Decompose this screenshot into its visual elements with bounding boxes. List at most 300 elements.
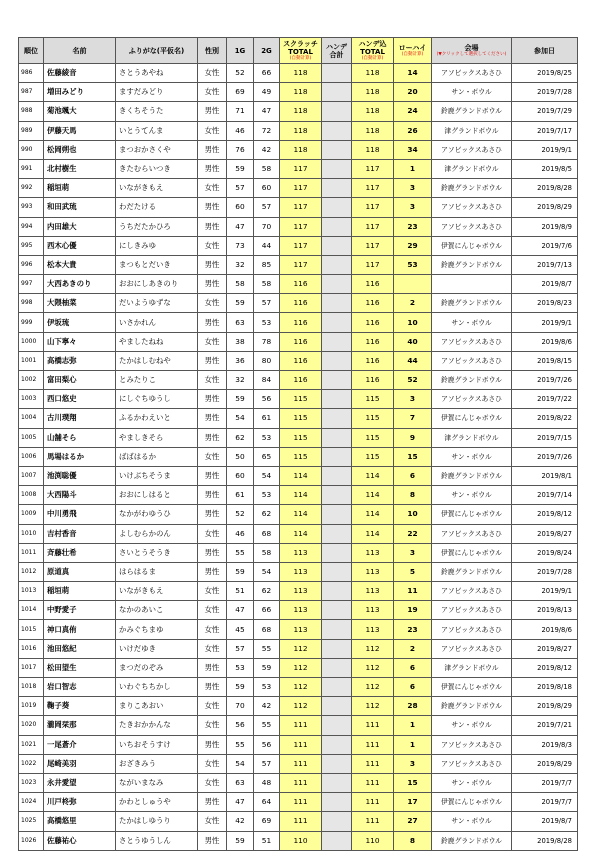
- venue-select[interactable]: 津グランドボウル: [432, 428, 512, 447]
- date-cell: 2019/8/12: [512, 505, 578, 524]
- kana-cell: ふるかわえいと: [116, 409, 198, 428]
- header-low-high: [394, 38, 432, 64]
- venue-select[interactable]: アソビックスあさひ: [432, 351, 512, 370]
- game1-cell: 42: [227, 812, 254, 831]
- kana-cell: にしぐちゆうし: [116, 390, 198, 409]
- name-cell: 松岡朔也: [44, 140, 116, 159]
- date-cell: 2019/8/7: [512, 812, 578, 831]
- scratch-total-cell: 112: [280, 678, 322, 697]
- table-row: [19, 658, 578, 677]
- table-row: [19, 390, 578, 409]
- table-row: [19, 716, 578, 735]
- venue-select[interactable]: サン・ボウル: [432, 486, 512, 505]
- handicap-cell: [322, 754, 352, 773]
- table-row: [19, 735, 578, 754]
- name-cell: 富田梨心: [44, 371, 116, 390]
- rank-cell: 1025: [19, 812, 44, 831]
- venue-select[interactable]: 伊賀にんじゃボウル: [432, 543, 512, 562]
- rank-cell: 995: [19, 236, 44, 255]
- scratch-total-cell: 117: [280, 198, 322, 217]
- venue-select[interactable]: アソビックスあさひ: [432, 140, 512, 159]
- date-cell: 2019/8/29: [512, 198, 578, 217]
- game2-cell: 56: [254, 390, 280, 409]
- header-scratch-line2: TOTAL: [288, 47, 313, 56]
- game2-cell: 55: [254, 639, 280, 658]
- venue-select[interactable]: アソビックスあさひ: [432, 524, 512, 543]
- rank-cell: 1024: [19, 793, 44, 812]
- game1-cell: 63: [227, 773, 254, 792]
- venue-select[interactable]: アソビックスあさひ: [432, 639, 512, 658]
- low-high-cell: 10: [394, 505, 432, 524]
- header-venue: [432, 38, 512, 64]
- table-row: [19, 562, 578, 581]
- low-high-cell: 3: [394, 179, 432, 198]
- low-high-cell: 24: [394, 102, 432, 121]
- date-cell: 2019/8/1: [512, 466, 578, 485]
- scratch-total-cell: 114: [280, 505, 322, 524]
- gender-cell: 女性: [198, 639, 227, 658]
- handicap-total-cell: 113: [352, 582, 394, 601]
- name-cell: 松本大貴: [44, 255, 116, 274]
- date-cell: 2019/7/14: [512, 486, 578, 505]
- gender-cell: 女性: [198, 236, 227, 255]
- game1-cell: 60: [227, 466, 254, 485]
- gender-cell: 男性: [198, 140, 227, 159]
- header-handitotal-note: (自動計算): [361, 55, 384, 61]
- kana-cell: いながきもえ: [116, 582, 198, 601]
- scratch-total-cell: 113: [280, 543, 322, 562]
- handicap-total-cell: 116: [352, 294, 394, 313]
- name-cell: 北村樹生: [44, 159, 116, 178]
- venue-select[interactable]: アソビックスあさひ: [432, 332, 512, 351]
- scratch-total-cell: 115: [280, 428, 322, 447]
- table-row: [19, 83, 578, 102]
- handicap-cell: [322, 294, 352, 313]
- venue-select[interactable]: サン・ボウル: [432, 313, 512, 332]
- venue-select[interactable]: 鈴鹿グランドボウル: [432, 294, 512, 313]
- low-high-cell: 23: [394, 217, 432, 236]
- scratch-total-cell: 116: [280, 275, 322, 294]
- name-cell: 岩口智志: [44, 678, 116, 697]
- handicap-cell: [322, 716, 352, 735]
- scratch-total-cell: 117: [280, 217, 322, 236]
- gender-cell: 男性: [198, 159, 227, 178]
- low-high-cell: 14: [394, 64, 432, 83]
- rank-cell: 1017: [19, 658, 44, 677]
- game1-cell: 60: [227, 198, 254, 217]
- date-cell: 2019/8/13: [512, 601, 578, 620]
- venue-select[interactable]: サン・ボウル: [432, 447, 512, 466]
- scratch-total-cell: 113: [280, 620, 322, 639]
- name-cell: 松田望生: [44, 658, 116, 677]
- rank-cell: 996: [19, 255, 44, 274]
- game2-cell: 66: [254, 601, 280, 620]
- venue-select[interactable]: 鈴鹿グランドボウル: [432, 831, 512, 850]
- kana-cell: いさかれん: [116, 313, 198, 332]
- table-row: [19, 793, 578, 812]
- kana-cell: まつもとだいき: [116, 255, 198, 274]
- scratch-total-cell: 116: [280, 371, 322, 390]
- kana-cell: うちだたかひろ: [116, 217, 198, 236]
- game2-cell: 59: [254, 658, 280, 677]
- name-cell: 鞠子葵: [44, 697, 116, 716]
- handicap-cell: [322, 620, 352, 639]
- scratch-total-cell: 116: [280, 351, 322, 370]
- results-table: [18, 37, 578, 851]
- game2-cell: 72: [254, 121, 280, 140]
- handicap-total-cell: 117: [352, 236, 394, 255]
- handicap-total-cell: 111: [352, 773, 394, 792]
- game1-cell: 61: [227, 486, 254, 505]
- venue-select[interactable]: 鈴鹿グランドボウル: [432, 562, 512, 581]
- venue-select[interactable]: 鈴鹿グランドボウル: [432, 466, 512, 485]
- venue-select[interactable]: 伊賀にんじゃボウル: [432, 236, 512, 255]
- venue-select[interactable]: サン・ボウル: [432, 716, 512, 735]
- table-row: [19, 697, 578, 716]
- handicap-cell: [322, 409, 352, 428]
- venue-select[interactable]: アソビックスあさひ: [432, 582, 512, 601]
- kana-cell: まつだのぞみ: [116, 658, 198, 677]
- table-row: [19, 409, 578, 428]
- handicap-cell: [322, 140, 352, 159]
- handicap-cell: [322, 562, 352, 581]
- scratch-total-cell: 118: [280, 121, 322, 140]
- game1-cell: 76: [227, 140, 254, 159]
- venue-select[interactable]: [432, 275, 512, 294]
- handicap-cell: [322, 179, 352, 198]
- game2-cell: 49: [254, 83, 280, 102]
- venue-select[interactable]: アソビックスあさひ: [432, 64, 512, 83]
- venue-select[interactable]: アソビックスあさひ: [432, 754, 512, 773]
- game1-cell: 54: [227, 409, 254, 428]
- name-cell: 西口悠史: [44, 390, 116, 409]
- handicap-total-cell: 112: [352, 678, 394, 697]
- venue-select[interactable]: サン・ボウル: [432, 83, 512, 102]
- rank-cell: 1013: [19, 582, 44, 601]
- handicap-cell: [322, 159, 352, 178]
- handicap-cell: [322, 217, 352, 236]
- low-high-cell: 34: [394, 140, 432, 159]
- scratch-total-cell: 118: [280, 102, 322, 121]
- game1-cell: 32: [227, 255, 254, 274]
- handicap-cell: [322, 812, 352, 831]
- venue-select[interactable]: アソビックスあさひ: [432, 601, 512, 620]
- gender-cell: 女性: [198, 620, 227, 639]
- handicap-total-cell: 112: [352, 697, 394, 716]
- handicap-cell: [322, 735, 352, 754]
- name-cell: 佐藤綾音: [44, 64, 116, 83]
- low-high-cell: 29: [394, 236, 432, 255]
- table-row: [19, 505, 578, 524]
- handicap-total-cell: 118: [352, 102, 394, 121]
- scratch-total-cell: 116: [280, 332, 322, 351]
- game2-cell: 47: [254, 102, 280, 121]
- rank-cell: 1010: [19, 524, 44, 543]
- handicap-total-cell: 114: [352, 524, 394, 543]
- handicap-total-cell: 116: [352, 313, 394, 332]
- low-high-cell: 2: [394, 294, 432, 313]
- date-cell: 2019/7/15: [512, 428, 578, 447]
- table-row: [19, 179, 578, 198]
- table-row: [19, 332, 578, 351]
- header-kana: ふりがな(平仮名): [116, 38, 198, 64]
- gender-cell: 女性: [198, 121, 227, 140]
- date-cell: 2019/8/25: [512, 64, 578, 83]
- venue-select[interactable]: 伊賀にんじゃボウル: [432, 505, 512, 524]
- game1-cell: 59: [227, 562, 254, 581]
- header-venue-note: (▼クリックして選択してください): [436, 51, 507, 57]
- rank-cell: 1015: [19, 620, 44, 639]
- name-cell: 稲垣萌: [44, 179, 116, 198]
- gender-cell: 女性: [198, 524, 227, 543]
- venue-select[interactable]: 鈴鹿グランドボウル: [432, 179, 512, 198]
- venue-select[interactable]: 鈴鹿グランドボウル: [432, 102, 512, 121]
- game2-cell: 60: [254, 179, 280, 198]
- handicap-cell: [322, 390, 352, 409]
- venue-select[interactable]: アソビックスあさひ: [432, 620, 512, 639]
- gender-cell: 男性: [198, 562, 227, 581]
- name-cell: 古川璞翔: [44, 409, 116, 428]
- venue-select[interactable]: 鈴鹿グランドボウル: [432, 697, 512, 716]
- date-cell: 2019/7/13: [512, 255, 578, 274]
- table-row: [19, 601, 578, 620]
- name-cell: 尾崎美羽: [44, 754, 116, 773]
- game2-cell: 51: [254, 831, 280, 850]
- date-cell: 2019/7/29: [512, 102, 578, 121]
- handicap-total-cell: 111: [352, 716, 394, 735]
- game2-cell: 58: [254, 543, 280, 562]
- name-cell: 池渕聡優: [44, 466, 116, 485]
- game1-cell: 58: [227, 275, 254, 294]
- venue-select[interactable]: アソビックスあさひ: [432, 198, 512, 217]
- game1-cell: 46: [227, 524, 254, 543]
- gender-cell: 女性: [198, 332, 227, 351]
- kana-cell: ますだみどり: [116, 83, 198, 102]
- date-cell: 2019/9/1: [512, 313, 578, 332]
- date-cell: 2019/8/28: [512, 831, 578, 850]
- handicap-total-cell: 115: [352, 447, 394, 466]
- gender-cell: 女性: [198, 601, 227, 620]
- handicap-total-cell: 118: [352, 64, 394, 83]
- gender-cell: 男性: [198, 351, 227, 370]
- date-cell: 2019/7/26: [512, 447, 578, 466]
- venue-select[interactable]: 鈴鹿グランドボウル: [432, 371, 512, 390]
- game1-cell: 47: [227, 601, 254, 620]
- header-lowhigh-note: (自動計算): [401, 51, 424, 57]
- header-date: 参加日: [512, 38, 578, 64]
- table-row: [19, 198, 578, 217]
- header-rank: 順位: [19, 38, 44, 64]
- date-cell: 2019/8/18: [512, 678, 578, 697]
- venue-select[interactable]: 伊賀にんじゃボウル: [432, 409, 512, 428]
- scratch-total-cell: 118: [280, 83, 322, 102]
- name-cell: 大西陽斗: [44, 486, 116, 505]
- game2-cell: 68: [254, 524, 280, 543]
- gender-cell: 女性: [198, 64, 227, 83]
- handicap-cell: [322, 102, 352, 121]
- table-row: [19, 466, 578, 485]
- handicap-total-cell: 115: [352, 428, 394, 447]
- game1-cell: 45: [227, 620, 254, 639]
- table-row: [19, 351, 578, 370]
- name-cell: 大隈柚菜: [44, 294, 116, 313]
- header-scratch-total: [280, 38, 322, 64]
- rank-cell: 986: [19, 64, 44, 83]
- game1-cell: 47: [227, 793, 254, 812]
- game1-cell: 47: [227, 217, 254, 236]
- game2-cell: 58: [254, 159, 280, 178]
- game2-cell: 57: [254, 294, 280, 313]
- low-high-cell: 3: [394, 390, 432, 409]
- handicap-total-cell: 116: [352, 351, 394, 370]
- date-cell: 2019/8/9: [512, 217, 578, 236]
- rank-cell: 1018: [19, 678, 44, 697]
- name-cell: 瀧岡栞那: [44, 716, 116, 735]
- scratch-total-cell: 116: [280, 294, 322, 313]
- handicap-total-cell: 116: [352, 275, 394, 294]
- gender-cell: 男性: [198, 658, 227, 677]
- kana-cell: いわぐちちかし: [116, 678, 198, 697]
- handicap-cell: [322, 371, 352, 390]
- game2-cell: 62: [254, 582, 280, 601]
- scratch-total-cell: 112: [280, 658, 322, 677]
- header-handitotal-line2: TOTAL: [360, 47, 385, 56]
- name-cell: 高橋志弥: [44, 351, 116, 370]
- handicap-cell: [322, 428, 352, 447]
- venue-select[interactable]: アソビックスあさひ: [432, 735, 512, 754]
- handicap-cell: [322, 313, 352, 332]
- handicap-total-cell: 117: [352, 217, 394, 236]
- handicap-cell: [322, 793, 352, 812]
- table-row: [19, 275, 578, 294]
- scratch-total-cell: 118: [280, 140, 322, 159]
- rank-cell: 999: [19, 313, 44, 332]
- date-cell: 2019/7/7: [512, 773, 578, 792]
- low-high-cell: 3: [394, 754, 432, 773]
- name-cell: 佐藤祐心: [44, 831, 116, 850]
- handicap-total-cell: 114: [352, 486, 394, 505]
- date-cell: 2019/7/6: [512, 236, 578, 255]
- game1-cell: 62: [227, 428, 254, 447]
- low-high-cell: 6: [394, 658, 432, 677]
- date-cell: 2019/8/7: [512, 275, 578, 294]
- name-cell: 菊池颯大: [44, 102, 116, 121]
- game1-cell: 52: [227, 64, 254, 83]
- date-cell: 2019/8/5: [512, 159, 578, 178]
- venue-select[interactable]: 津グランドボウル: [432, 658, 512, 677]
- game2-cell: 84: [254, 371, 280, 390]
- date-cell: 2019/8/29: [512, 754, 578, 773]
- date-cell: 2019/8/29: [512, 697, 578, 716]
- header-gender: 性別: [198, 38, 227, 64]
- kana-cell: ながいまなみ: [116, 773, 198, 792]
- handicap-total-cell: 117: [352, 179, 394, 198]
- venue-select[interactable]: サン・ボウル: [432, 812, 512, 831]
- game1-cell: 59: [227, 294, 254, 313]
- header-game1: 1G: [227, 38, 254, 64]
- header-row: [19, 38, 578, 64]
- date-cell: 2019/8/15: [512, 351, 578, 370]
- handicap-cell: [322, 831, 352, 850]
- handicap-total-cell: 113: [352, 543, 394, 562]
- game2-cell: 54: [254, 562, 280, 581]
- handicap-total-cell: 115: [352, 409, 394, 428]
- kana-cell: きたむらいつき: [116, 159, 198, 178]
- venue-select[interactable]: 津グランドボウル: [432, 121, 512, 140]
- venue-select[interactable]: アソビックスあさひ: [432, 217, 512, 236]
- kana-cell: いちおそうすけ: [116, 735, 198, 754]
- gender-cell: 女性: [198, 716, 227, 735]
- gender-cell: 男性: [198, 217, 227, 236]
- venue-select[interactable]: 津グランドボウル: [432, 159, 512, 178]
- handicap-total-cell: 118: [352, 83, 394, 102]
- scratch-total-cell: 117: [280, 159, 322, 178]
- gender-cell: 男性: [198, 390, 227, 409]
- rank-cell: 1004: [19, 409, 44, 428]
- scratch-total-cell: 112: [280, 639, 322, 658]
- handicap-total-cell: 111: [352, 754, 394, 773]
- handicap-total-cell: 118: [352, 140, 394, 159]
- game1-cell: 55: [227, 543, 254, 562]
- venue-select[interactable]: アソビックスあさひ: [432, 390, 512, 409]
- handicap-total-cell: 118: [352, 121, 394, 140]
- kana-cell: さとうあやね: [116, 64, 198, 83]
- date-cell: 2019/7/17: [512, 121, 578, 140]
- scratch-total-cell: 111: [280, 735, 322, 754]
- handicap-total-cell: 111: [352, 793, 394, 812]
- kana-cell: よしむらかのん: [116, 524, 198, 543]
- rank-cell: 1026: [19, 831, 44, 850]
- venue-select[interactable]: サン・ボウル: [432, 773, 512, 792]
- venue-select[interactable]: 鈴鹿グランドボウル: [432, 255, 512, 274]
- game2-cell: 85: [254, 255, 280, 274]
- game1-cell: 50: [227, 447, 254, 466]
- game2-cell: 61: [254, 409, 280, 428]
- date-cell: 2019/8/6: [512, 332, 578, 351]
- rank-cell: 1008: [19, 486, 44, 505]
- game2-cell: 62: [254, 505, 280, 524]
- low-high-cell: 7: [394, 409, 432, 428]
- scratch-total-cell: 118: [280, 64, 322, 83]
- gender-cell: 女性: [198, 812, 227, 831]
- gender-cell: 男性: [198, 543, 227, 562]
- header-name: 名前: [44, 38, 116, 64]
- game2-cell: 78: [254, 332, 280, 351]
- rank-cell: 1023: [19, 773, 44, 792]
- table-row: [19, 64, 578, 83]
- game2-cell: 55: [254, 716, 280, 735]
- table-row: [19, 543, 578, 562]
- gender-cell: 男性: [198, 198, 227, 217]
- gender-cell: 男性: [198, 428, 227, 447]
- scratch-total-cell: 110: [280, 831, 322, 850]
- table-row: [19, 582, 578, 601]
- date-cell: 2019/9/1: [512, 582, 578, 601]
- name-cell: 伊藤天馬: [44, 121, 116, 140]
- scratch-total-cell: 112: [280, 697, 322, 716]
- venue-select[interactable]: 伊賀にんじゃボウル: [432, 793, 512, 812]
- table-row: [19, 159, 578, 178]
- venue-select[interactable]: 伊賀にんじゃボウル: [432, 678, 512, 697]
- game1-cell: 59: [227, 678, 254, 697]
- name-cell: 山舗そら: [44, 428, 116, 447]
- handicap-total-cell: 114: [352, 466, 394, 485]
- low-high-cell: 6: [394, 466, 432, 485]
- handicap-cell: [322, 332, 352, 351]
- gender-cell: 女性: [198, 294, 227, 313]
- handicap-cell: [322, 121, 352, 140]
- game1-cell: 57: [227, 639, 254, 658]
